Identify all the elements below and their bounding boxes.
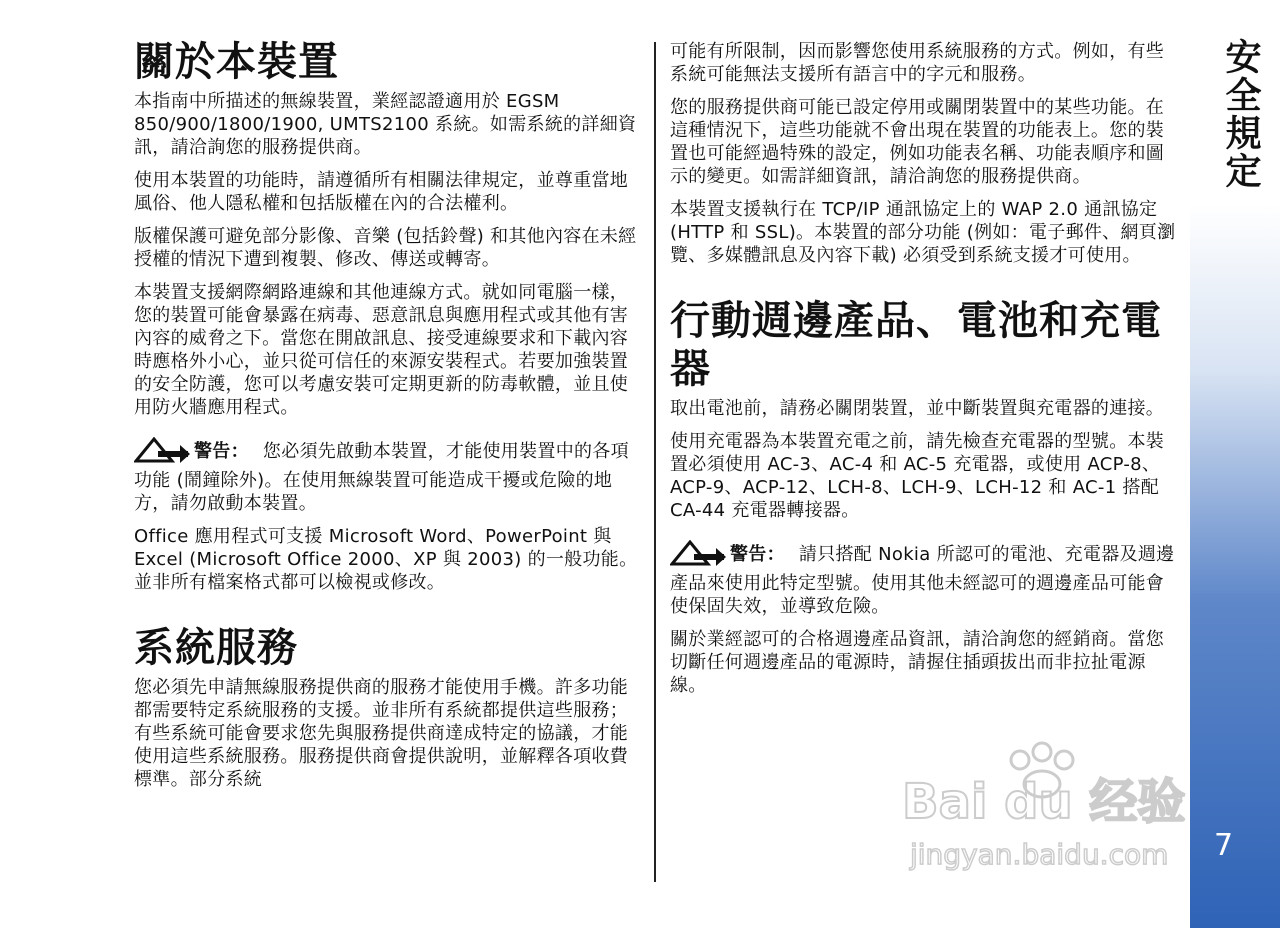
baidu-watermark [900, 740, 1200, 880]
paragraph: 使用充電器為本裝置充電之前，請先檢查充電器的型號。本裝置必須使用 AC-3、AC-4 和 AC-5 充電器，或使用 ACP-8、ACP-9、ACP-12、LCH-8、LCH-9、LCH-12 和 AC-1 搭配 CA-44 充電器轉接器。 [670, 431, 1165, 521]
warning-label: 警告： [730, 544, 785, 565]
section-heading-about-device: 關於本裝置 [134, 39, 339, 85]
paragraph: 本指南中所描述的無線裝置，業經認證適用於 EGSM 850/900/1800/1900, UMTS2100 系統。如需系統的詳細資訊，請洽詢您的服務提供商。 [134, 91, 637, 158]
warning-paragraph [134, 437, 640, 515]
paragraph: 您的服務提供商可能已設定停用或關閉裝置中的某些功能。在這種情況下，這些功能就不會出現在裝置的功能表上。您的裝置也可能經過特殊的設定，例如功能表名稱、功能表順序和圖示的變更。如需詳細資訊，請洽詢您的服務提供商。 [670, 97, 1165, 187]
watermark-url: jingyan.baidu.com [910, 838, 1169, 871]
warning-text: 請只搭配 Nokia 所認可的電池、充電器及週邊產品來使用此特定型號。使用其他未經認可的週邊產品可能會使保固失效，並導致危險。 [670, 544, 1175, 617]
paragraph: 關於業經認可的合格週邊產品資訊，請洽詢您的經銷商。當您切斷任何週邊產品的電源時，請握住插頭拔出而非拉扯電源線。 [670, 629, 1165, 696]
paragraph: 本裝置支援執行在 TCP/IP 通訊協定上的 WAP 2.0 通訊協定 (HTTP 和 SSL)。本裝置的部分功能 (例如：電子郵件、網頁瀏覽、多媒體訊息及內容下載) 必須受到系統支援才可使用。 [670, 199, 1176, 266]
left-column [134, 38, 640, 801]
paragraph: 取出電池前，請務必關閉裝置，並中斷裝置與充電器的連接。 [670, 398, 1165, 419]
column-divider [654, 42, 656, 882]
page-number: 7 [1214, 828, 1234, 863]
right-column [670, 40, 1176, 707]
paragraph: 使用本裝置的功能時，請遵循所有相關法律規定，並尊重當地風俗、他人隱私權和包括版權在內的合法權利。 [134, 170, 629, 214]
warning-icon [670, 540, 726, 572]
warning-icon [134, 437, 190, 469]
section-heading-network-services: 系統服務 [134, 625, 298, 671]
paragraph: 本裝置支援網際網路連線和其他連線方式。就如同電腦一樣，您的裝置可能會暴露在病毒、惡意訊息與應用程式或其他有害內容的威脅之下。當您在開啟訊息、接受連線要求和下載內容時應格外小心，並只從可信任的來源安裝程式。若要加強裝置的安全防護，您可以考慮安裝可定期更新的防毒軟體，並且使用防火牆應用程式。 [134, 282, 629, 418]
warning-paragraph [670, 540, 1176, 618]
warning-text: 您必須先啟動本裝置，才能使用裝置中的各項功能 (鬧鐘除外)。在使用無線裝置可能造成干擾或危險的地方，請勿啟動本裝置。 [134, 441, 629, 514]
warning-label: 警告： [194, 441, 249, 462]
paragraph: 版權保護可避免部分影像、音樂 (包括鈴聲) 和其他內容在未經授權的情況下遭到複製、修改、傳送或轉寄。 [134, 226, 637, 270]
chapter-title: 安全規定 [1220, 38, 1261, 190]
paragraph: Office 應用程式可支援 Microsoft Word、PowerPoint 與 Excel (Microsoft Office 2000、XP 與 2003) 的一般功能。並非所有檔案格式都可以檢視或修改。 [134, 526, 638, 593]
watermark-brand: Bai du 经验 [902, 774, 1186, 830]
paragraph: 可能有所限制，因而影響您使用系統服務的方式。例如，有些系統可能無法支援所有語言中的字元和服務。 [670, 41, 1165, 85]
section-heading-accessories: 行動週邊產品、電池和充電器 [670, 298, 1162, 392]
paragraph: 您必須先申請無線服務提供商的服務才能使用手機。許多功能都需要特定系統服務的支援。並非所有系統都提供這些服務；有些系統可能會要求您先與服務提供商達成特定的協議，才能使用這些系統服務。服務提供商會提供說明，並解釋各項收費標準。部分系統 [134, 677, 629, 790]
